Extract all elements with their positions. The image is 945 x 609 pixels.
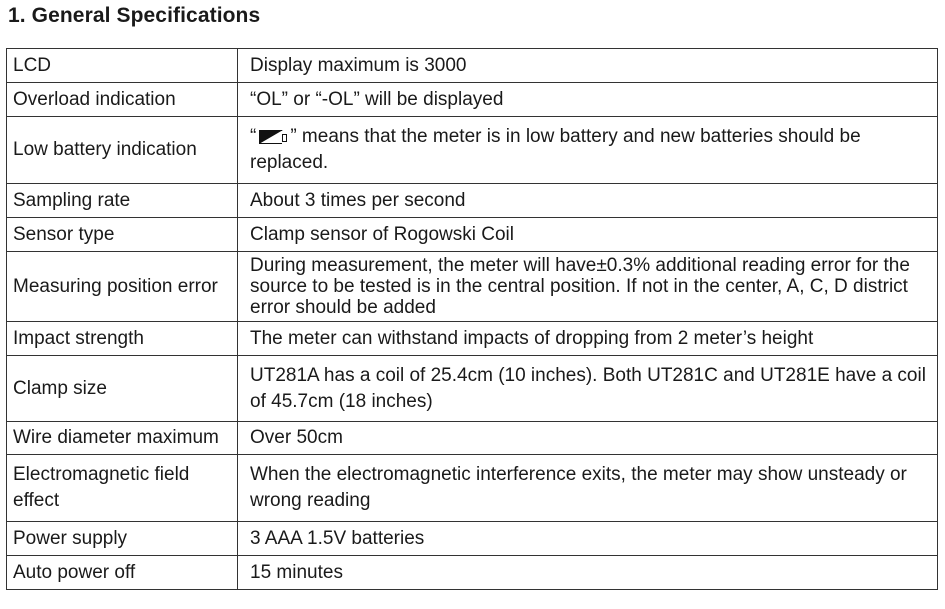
table-row [7,252,938,322]
table-row [7,184,938,218]
spec-value-post: ” means that the meter is in low battery and new batteries should be replaced. [250,126,861,173]
table-row [7,422,938,455]
table-row [7,117,938,184]
spec-value: UT281A has a coil of 25.4cm (10 inches). Both UT281C and UT281E have a coil of 45.7cm (18 inches) [238,356,938,422]
table-row [7,49,938,83]
spec-label: Wire diameter maximum [7,422,238,455]
page-title: 1. General Specifications [8,4,261,27]
spec-label: Measuring position error [7,252,238,322]
spec-label: Power supply [7,522,238,556]
table-row [7,455,938,522]
spec-label: Impact strength [7,322,238,356]
table-row [7,322,938,356]
spec-label: Low battery indication [7,117,238,184]
spec-value-pre: “ [250,126,257,147]
table-row [7,218,938,252]
spec-value: During measurement, the meter will have±0.3% additional reading error for the source to be tested is in the central position. If not in the center, A, C, D district error should be added [238,252,938,322]
spec-label: Electromagnetic field effect [7,455,238,522]
spec-label: Sensor type [7,218,238,252]
spec-label: Auto power off [7,556,238,590]
table-row [7,83,938,117]
spec-value: 3 AAA 1.5V batteries [238,522,938,556]
spec-label: Clamp size [7,356,238,422]
spec-value: Over 50cm [238,422,938,455]
spec-value: When the electromagnetic interference exits, the meter may show unsteady or wrong reading [238,455,938,522]
spec-value: Display maximum is 3000 [238,49,938,83]
low-battery-icon [257,130,289,144]
spec-label: LCD [7,49,238,83]
spec-label: Sampling rate [7,184,238,218]
table-row [7,356,938,422]
spec-value: About 3 times per second [238,184,938,218]
table-row [7,556,938,590]
spec-value: Clamp sensor of Rogowski Coil [238,218,938,252]
specifications-table [6,48,938,590]
spec-value: 15 minutes [238,556,938,590]
spec-value: “OL” or “-OL” will be displayed [238,83,938,117]
spec-value: The meter can withstand impacts of dropping from 2 meter’s height [238,322,938,356]
spec-value [238,117,938,184]
table-row [7,522,938,556]
spec-label: Overload indication [7,83,238,117]
